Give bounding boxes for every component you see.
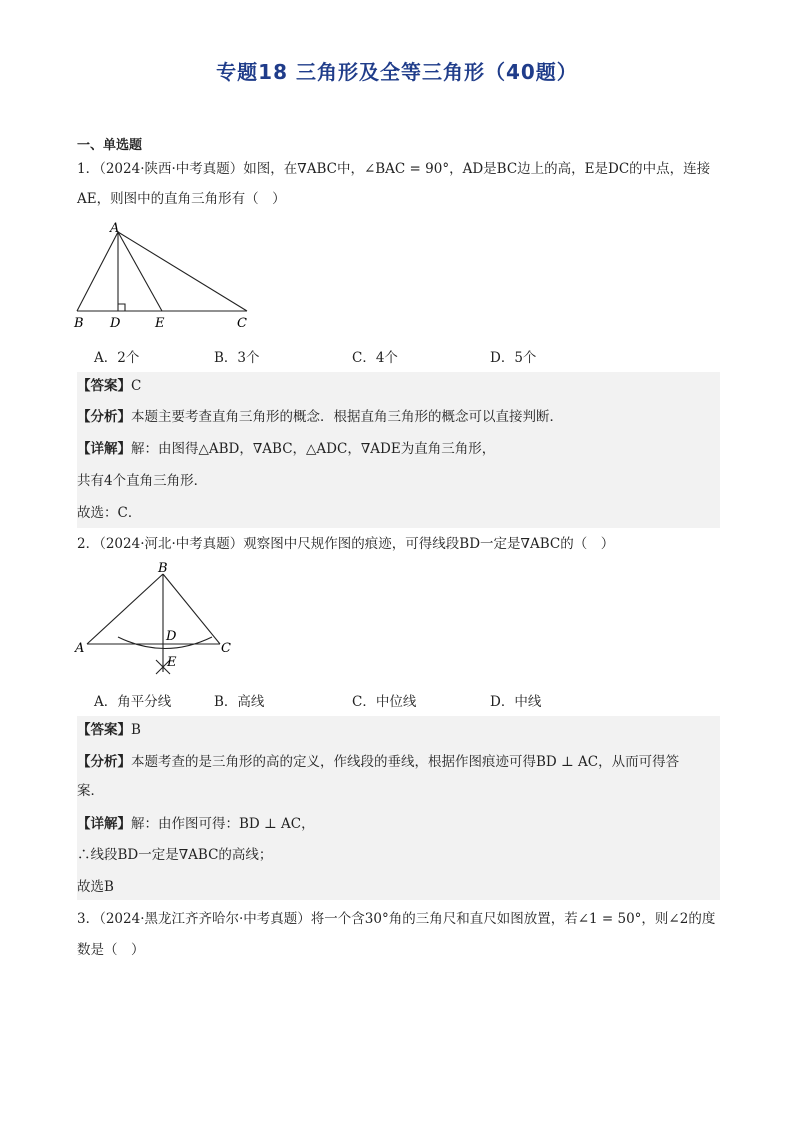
q1-stem-line1: 1．（2024·陕西·中考真题）如图，在∇ABC中，∠BAC = 90°，AD是BC边上的高，E是DC的中点，连接 bbox=[77, 161, 711, 177]
q1-detail-3: 故选：C． bbox=[77, 505, 142, 521]
q1-label-e: E bbox=[155, 316, 165, 331]
q3-stem-line2: 数是（ ） bbox=[77, 942, 145, 958]
q1-option-d: D．5个 bbox=[490, 350, 537, 366]
q1-segment-ae bbox=[118, 232, 162, 311]
q1-label-a: A bbox=[110, 222, 120, 236]
q2-label-e: E bbox=[167, 655, 177, 670]
q2-detail-2: ∴线段BD一定是∇ABC的高线； bbox=[77, 847, 273, 863]
q2-option-b: B．高线 bbox=[214, 694, 265, 710]
q2-answer-box bbox=[77, 716, 720, 900]
q1-detail-1: 【详解】解：由图得△ABD，∇ABC，△ADC，∇ADE为直角三角形， bbox=[77, 441, 496, 457]
q1-side-ac bbox=[118, 232, 247, 311]
q1-side-ab bbox=[77, 232, 118, 311]
section-heading: 一、单选题 bbox=[77, 138, 143, 153]
q2-option-c: C．中位线 bbox=[352, 694, 417, 710]
q1-option-c: C．4个 bbox=[352, 350, 398, 366]
q2-analysis-1: 【分析】本题考查的是三角形的高的定义，作线段的垂线，根据作图痕迹可得BD ⊥ AC，从而可得答 bbox=[77, 754, 680, 770]
q2-arc-bottom bbox=[118, 637, 212, 649]
q1-triangle-figure bbox=[70, 222, 260, 334]
q2-construction-figure bbox=[70, 560, 240, 682]
q3-stem-line1: 3．（2024·黑龙江齐齐哈尔·中考真题）将一个含30°角的三角尺和直尺如图放置，若∠1 = 50°，则∠2的度 bbox=[77, 911, 716, 927]
q2-detail-3: 故选B bbox=[77, 879, 114, 895]
q2-label-b: B bbox=[158, 561, 168, 576]
q1-options bbox=[94, 346, 694, 366]
q2-stem: 2．（2024·河北·中考真题）观察图中尺规作图的痕迹，可得线段BD一定是∇ABC的（ ） bbox=[77, 536, 615, 552]
q2-answer: 【答案】B bbox=[77, 722, 141, 738]
q2-detail-1: 【详解】解：由作图可得：BD ⊥ AC， bbox=[77, 816, 315, 832]
q2-label-c: C bbox=[221, 641, 231, 656]
q2-option-d: D．中线 bbox=[490, 694, 542, 710]
q1-label-d: D bbox=[110, 316, 121, 331]
q1-answer: 【答案】C bbox=[77, 378, 142, 394]
q1-analysis: 【分析】本题主要考查直角三角形的概念．根据直角三角形的概念可以直接判断． bbox=[77, 409, 563, 425]
q2-label-a: A bbox=[75, 641, 85, 656]
q2-option-a: A．角平分线 bbox=[94, 694, 172, 710]
q2-options bbox=[94, 690, 694, 710]
q2-label-d: D bbox=[166, 629, 177, 644]
q1-option-b: B．3个 bbox=[214, 350, 260, 366]
q1-detail-2: 共有4个直角三角形． bbox=[77, 473, 208, 489]
q2-side-ab bbox=[87, 574, 163, 644]
q1-label-b: B bbox=[74, 316, 84, 331]
q1-right-angle-mark bbox=[118, 304, 125, 311]
page-title: 专题18 三角形及全等三角形（40题） bbox=[216, 60, 578, 84]
q1-label-c: C bbox=[237, 316, 247, 331]
q1-option-a: A．2个 bbox=[94, 350, 140, 366]
q2-analysis-2: 案． bbox=[77, 783, 104, 799]
q1-stem-line2: AE，则图中的直角三角形有（ ） bbox=[77, 191, 286, 207]
